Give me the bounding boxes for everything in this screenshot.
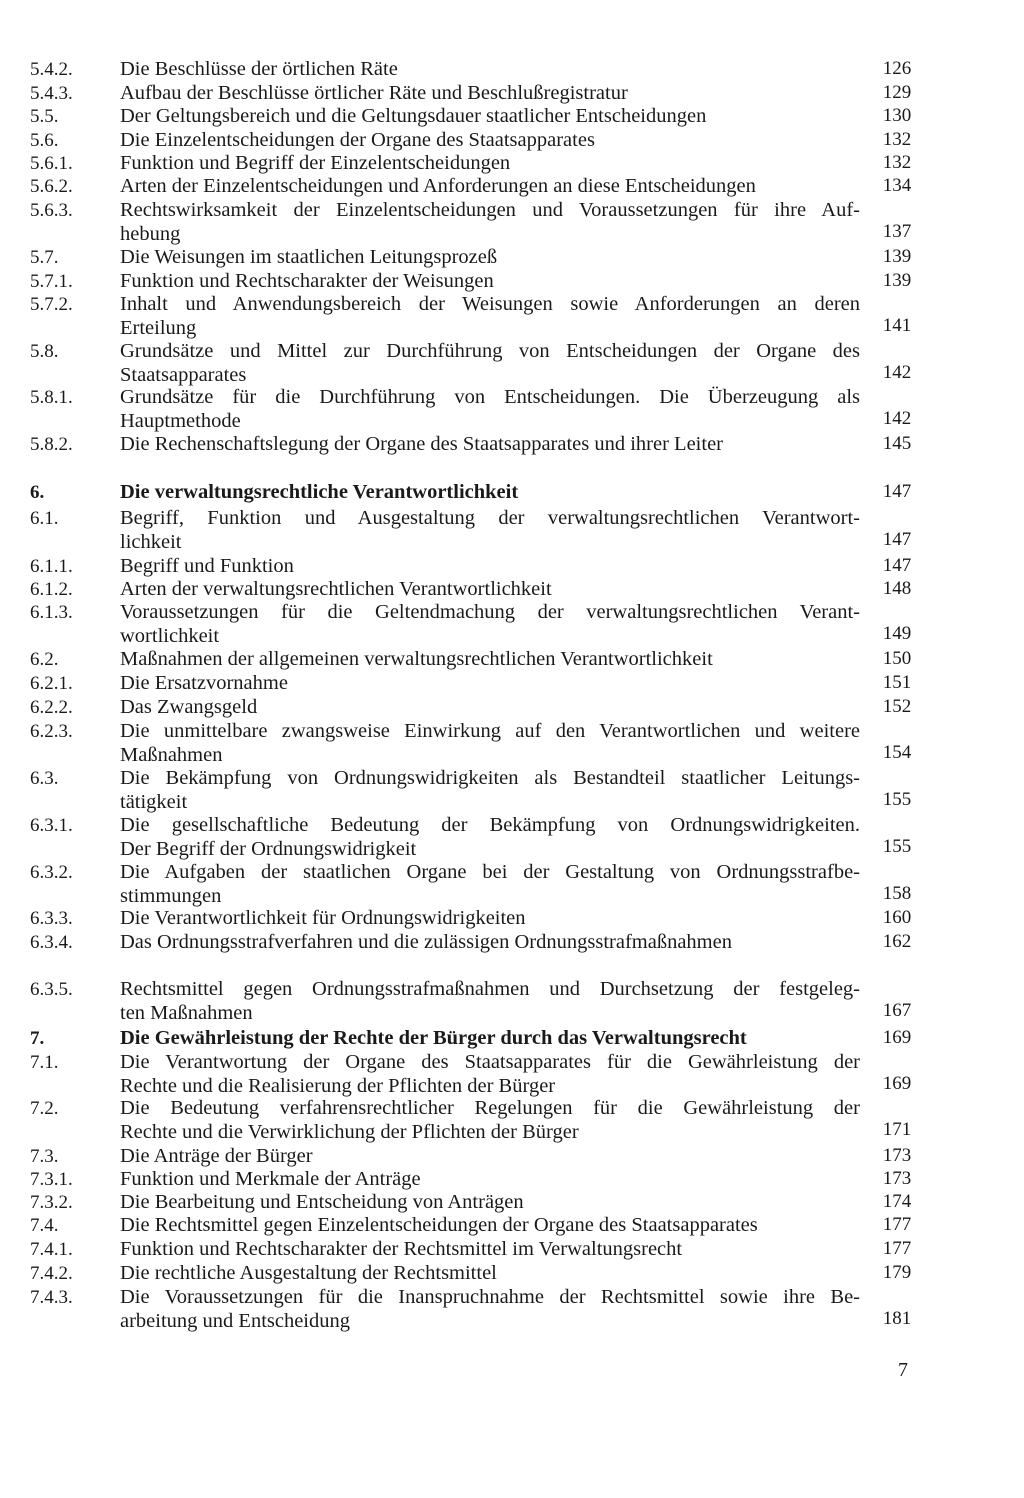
toc-entry-number: 7.3.: [30, 1146, 59, 1167]
toc-entry-page: 158: [882, 882, 912, 904]
toc-entry-title: Rechtswirksamkeit der Einzelentscheidungen und Voraussetzungen für ihre Auf-: [120, 199, 860, 221]
toc-entry-page: 130: [882, 105, 912, 126]
toc-entry-page: 134: [882, 175, 912, 196]
toc-entry-page: 149: [882, 622, 912, 644]
toc-entry-page: 155: [882, 835, 912, 857]
toc-entry-number: 5.6.: [30, 130, 59, 151]
toc-entry-title: wortlichkeit: [120, 624, 220, 647]
toc-entry-page: 167: [882, 999, 912, 1021]
toc-entry-title: lichkeit: [120, 530, 182, 553]
toc-entry-number: 7.4.2.: [30, 1263, 73, 1284]
toc-entry-title: Aufbau der Beschlüsse örtlicher Räte und Beschlußregistratur: [120, 82, 628, 104]
toc-entry-number: 7.4.: [30, 1215, 59, 1236]
toc-entry-title: arbeitung und Entscheidung: [120, 1309, 351, 1332]
toc-entry-title: Maßnahmen der allgemeinen verwaltungsrechtlichen Verantwortlichkeit: [120, 648, 713, 670]
toc-entry-number: 6.1.3.: [30, 602, 73, 623]
toc-entry-title: Begriff, Funktion und Ausgestaltung der verwaltungsrechtlichen Verantwort-: [120, 507, 860, 529]
toc-entry-title: Die Rechtsmittel gegen Einzelentscheidungen der Organe des Staatsapparates: [120, 1214, 758, 1236]
toc-entry-page: 181: [882, 1307, 912, 1329]
toc-entry-page: 171: [882, 1118, 912, 1140]
toc-entry-title: Das Zwangsgeld: [120, 696, 258, 718]
toc-entry-number: 7.4.1.: [30, 1239, 73, 1260]
toc-entry-title: Die rechtliche Ausgestaltung der Rechtsmittel: [120, 1262, 497, 1284]
toc-entry-page: 177: [882, 1214, 912, 1235]
toc-entry-page: 145: [882, 433, 912, 454]
toc-entry-page: 150: [882, 648, 912, 669]
toc-entry-title: Die verwaltungsrechtliche Verantwortlichkeit: [120, 481, 519, 503]
toc-entry-title: Die Rechenschaftslegung der Organe des Staatsapparates und ihrer Leiter: [120, 433, 723, 455]
toc-entry-page: 147: [882, 528, 912, 550]
toc-entry-title: Die Einzelentscheidungen der Organe des Staatsapparates: [120, 129, 595, 151]
toc-entry-page: 129: [882, 82, 912, 103]
toc-entry-number: 7.1.: [30, 1052, 59, 1073]
toc-entry-page: 154: [882, 741, 912, 763]
toc-entry-title: Die Beschlüsse der örtlichen Räte: [120, 58, 398, 80]
toc-entry-title: Funktion und Begriff der Einzelentscheidungen: [120, 152, 511, 174]
toc-entry-number: 7.4.3.: [30, 1287, 73, 1308]
toc-entry-title: tätigkeit: [120, 790, 188, 813]
toc-entry-title: Das Ordnungsstrafverfahren und die zulässigen Ordnungsstrafmaßnahmen: [120, 931, 732, 953]
toc-entry-title: Begriff und Funktion: [120, 555, 294, 577]
toc-entry-title: Erteilung: [120, 316, 197, 339]
toc-entry-page: 179: [882, 1262, 912, 1283]
toc-entry-title: stimmungen: [120, 884, 222, 907]
toc-entry-title: Die Verantwortlichkeit für Ordnungswidrigkeiten: [120, 907, 526, 929]
toc-entry-page: 126: [882, 58, 912, 79]
toc-entry-page: 155: [882, 788, 912, 810]
toc-entry-title: Die Weisungen im staatlichen Leitungsprozeß: [120, 246, 498, 268]
toc-entry-title: Die gesellschaftliche Bedeutung der Bekämpfung von Ordnungswidrigkeiten.: [120, 814, 860, 836]
toc-entry-page: 132: [882, 129, 912, 150]
toc-entry-number: 6.3.5.: [30, 979, 73, 1000]
toc-entry-number: 6.3.3.: [30, 908, 73, 929]
toc-entry-title: Rechtsmittel gegen Ordnungsstrafmaßnahmen und Durchsetzung der festgeleg-: [120, 978, 860, 1000]
toc-entry-title: Voraussetzungen für die Geltendmachung der verwaltungsrechtlichen Verant-: [120, 601, 860, 623]
toc-entry-number: 5.7.: [30, 247, 59, 268]
toc-entry-number: 6.: [30, 482, 45, 503]
toc-entry-page: 142: [882, 407, 912, 429]
toc-entry-number: 5.8.2.: [30, 434, 73, 455]
toc-entry-title: Der Geltungsbereich und die Geltungsdauer staatlicher Entscheidungen: [120, 105, 707, 127]
toc-entry-title: Die unmittelbare zwangsweise Einwirkung auf den Verantwortlichen und weitere: [120, 720, 860, 742]
toc-entry-number: 5.7.2.: [30, 294, 73, 315]
toc-entry-page: 139: [882, 270, 912, 291]
toc-entry-title: Grundsätze für die Durchführung von Entscheidungen. Die Überzeugung als: [120, 386, 860, 408]
toc-entry-title: Rechte und die Verwirklichung der Pflichten der Bürger: [120, 1120, 579, 1143]
toc-entry-title: Die Verantwortung der Organe des Staatsapparates für die Gewährleistung der: [120, 1051, 860, 1073]
toc-entry-number: 6.2.3.: [30, 721, 73, 742]
toc-entry-title: Die Anträge der Bürger: [120, 1145, 313, 1167]
toc-entry-number: 5.6.3.: [30, 200, 73, 221]
toc-entry-title: Arten der Einzelentscheidungen und Anforderungen an diese Entscheidungen: [120, 175, 756, 197]
toc-entry-title: ten Maßnahmen: [120, 1001, 253, 1024]
toc-entry-title: Grundsätze und Mittel zur Durchführung von Entscheidungen der Organe des: [120, 340, 860, 362]
toc-entry-title: Die Voraussetzungen für die Inanspruchnahme der Rechtsmittel sowie ihre Be-: [120, 1286, 860, 1308]
toc-entry-title: Inhalt und Anwendungsbereich der Weisungen sowie Anforderungen an deren: [120, 293, 860, 315]
toc-entry-number: 7.: [30, 1028, 45, 1049]
toc-entry-number: 6.2.1.: [30, 673, 73, 694]
toc-entry-title: Die Ersatzvornahme: [120, 672, 288, 694]
toc-entry-number: 6.1.2.: [30, 579, 73, 600]
toc-entry-number: 6.2.: [30, 649, 59, 670]
toc-entry-title: Arten der verwaltungsrechtlichen Verantwortlichkeit: [120, 578, 552, 600]
toc-entry-number: 6.3.2.: [30, 862, 73, 883]
toc-entry-page: 142: [882, 361, 912, 383]
toc-entry-number: 5.6.2.: [30, 176, 73, 197]
toc-entry-number: 6.3.1.: [30, 815, 73, 836]
toc-entry-number: 6.1.: [30, 508, 59, 529]
toc-entry-title: Die Bearbeitung und Entscheidung von Anträgen: [120, 1191, 524, 1213]
toc-entry-page: 169: [882, 1027, 912, 1048]
toc-entry-number: 6.1.1.: [30, 556, 73, 577]
toc-entry-page: 173: [882, 1145, 912, 1166]
toc-entry-page: 139: [882, 246, 912, 267]
toc-entry-number: 5.4.3.: [30, 83, 73, 104]
toc-entry-page: 152: [882, 696, 912, 717]
toc-entry-number: 7.3.1.: [30, 1169, 73, 1190]
toc-entry-page: 147: [882, 481, 912, 502]
toc-entry-title: Staatsapparates: [120, 363, 247, 386]
toc-entry-title: Maßnahmen: [120, 743, 223, 766]
toc-entry-page: 132: [882, 152, 912, 173]
toc-entry-title: hebung: [120, 222, 181, 245]
toc-entry-page: 162: [882, 931, 912, 952]
toc-entry-page: 141: [882, 314, 912, 336]
page-number: 7: [898, 1359, 908, 1381]
toc-entry-page: 151: [882, 672, 912, 693]
toc-entry-title: Rechte und die Realisierung der Pflichten der Bürger: [120, 1074, 556, 1097]
toc-entry-number: 5.8.: [30, 341, 59, 362]
toc-entry-number: 5.8.1.: [30, 387, 73, 408]
toc-entry-page: 177: [882, 1238, 912, 1259]
toc-entry-page: 148: [882, 578, 912, 599]
toc-entry-number: 6.2.2.: [30, 697, 73, 718]
toc-entry-title: Die Aufgaben der staatlichen Organe bei der Gestaltung von Ordnungsstrafbe-: [120, 861, 860, 883]
toc-entry-number: 6.3.: [30, 768, 59, 789]
toc-entry-title: Hauptmethode: [120, 409, 241, 432]
toc-entry-title: Der Begriff der Ordnungswidrigkeit: [120, 837, 417, 860]
toc-entry-number: 5.5.: [30, 106, 59, 127]
toc-entry-page: 169: [882, 1072, 912, 1094]
toc-entry-title: Die Bekämpfung von Ordnungswidrigkeiten als Bestandteil staatlicher Leitungs-: [120, 767, 860, 789]
toc-entry-number: 5.4.2.: [30, 59, 73, 80]
toc-entry-page: 174: [882, 1191, 912, 1212]
toc-entry-page: 137: [882, 220, 912, 242]
toc-entry-number: 5.7.1.: [30, 271, 73, 292]
toc-entry-title: Funktion und Rechtscharakter der Rechtsmittel im Verwaltungsrecht: [120, 1238, 683, 1260]
toc-entry-page: 147: [882, 555, 912, 576]
toc-entry-page: 173: [882, 1168, 912, 1189]
toc-entry-number: 6.3.4.: [30, 932, 73, 953]
toc-entry-title: Die Gewährleistung der Rechte der Bürger durch das Verwaltungsrecht: [120, 1027, 747, 1049]
toc-entry-title: Funktion und Rechtscharakter der Weisungen: [120, 270, 494, 292]
toc-entry-number: 5.6.1.: [30, 153, 73, 174]
toc-entry-page: 160: [882, 907, 912, 928]
toc-entry-number: 7.3.2.: [30, 1192, 73, 1213]
toc-entry-title: Funktion und Merkmale der Anträge: [120, 1168, 421, 1190]
toc-entry-title: Die Bedeutung verfahrensrechtlicher Regelungen für die Gewährleistung der: [120, 1097, 860, 1119]
toc-entry-number: 7.2.: [30, 1098, 59, 1119]
